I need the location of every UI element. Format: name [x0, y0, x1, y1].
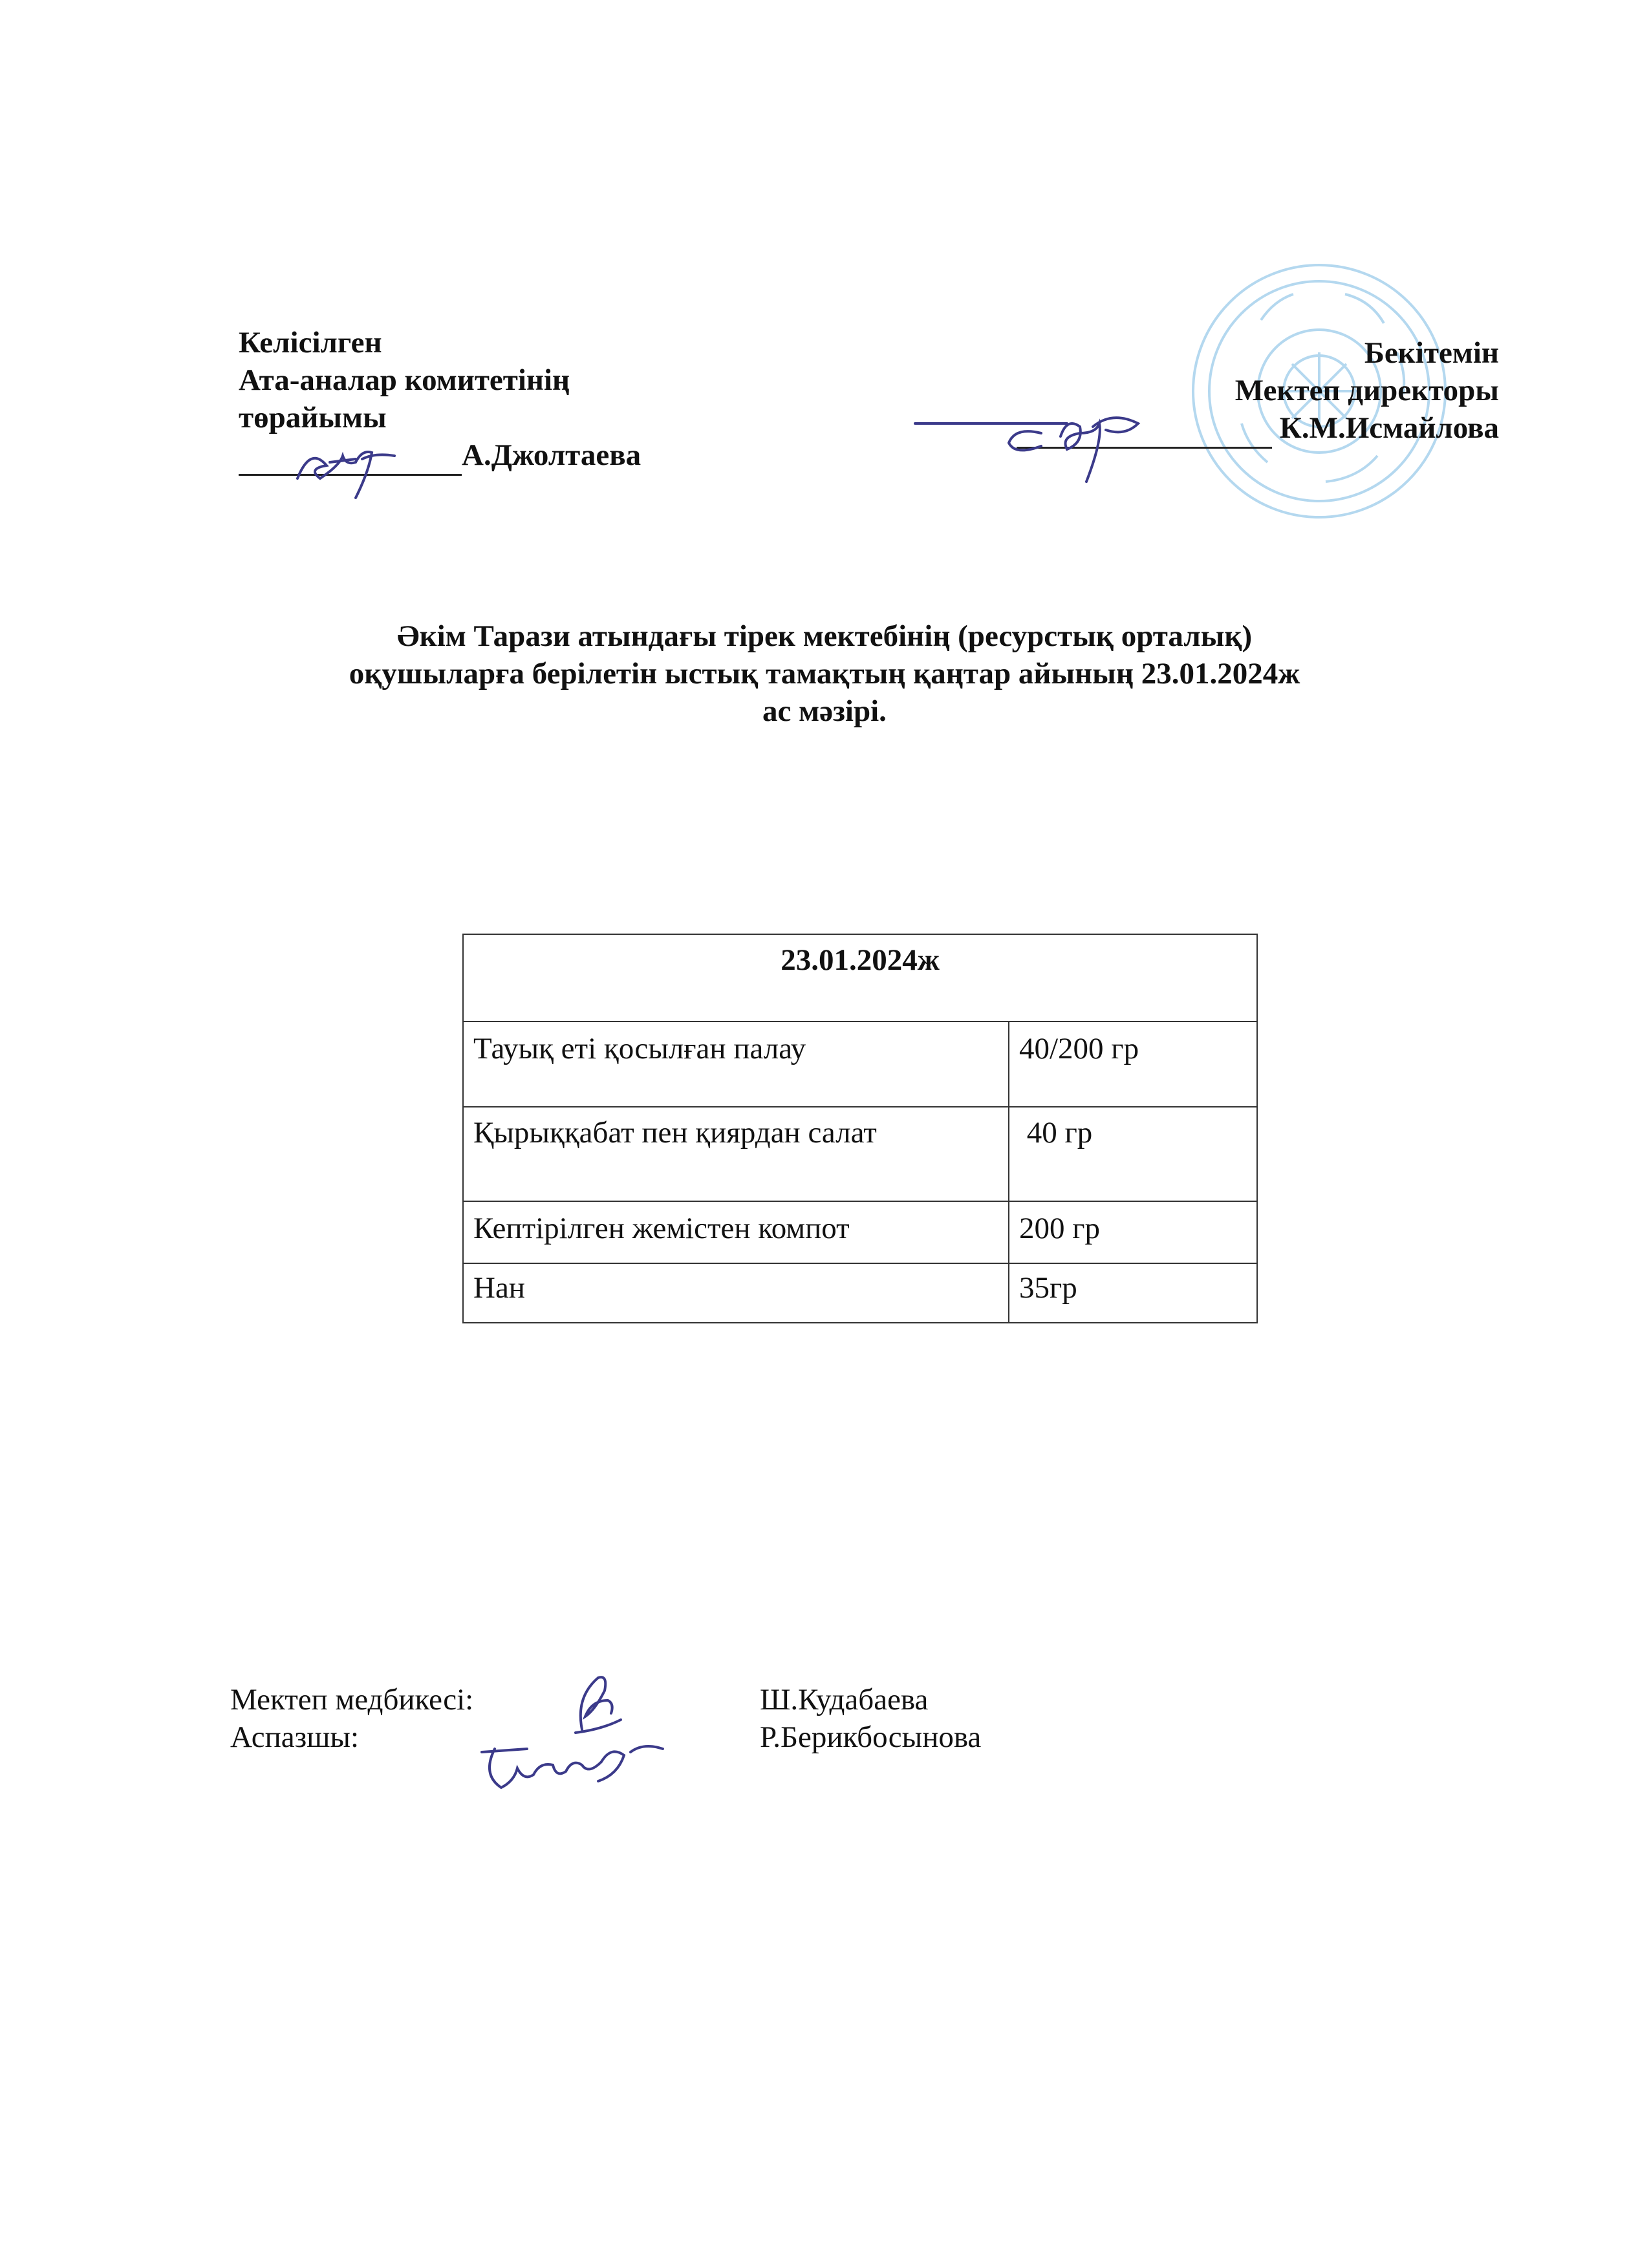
parents-committee-label: Ата-аналар комитетінің: [239, 363, 570, 397]
menu-item-name: Нан: [463, 1263, 1009, 1323]
table-row: [463, 1107, 1257, 1201]
chairperson-label: төрайымы: [239, 401, 387, 434]
cook-label: Аспазшы:: [230, 1720, 360, 1754]
table-row: [463, 1022, 1257, 1107]
nurse-label: Мектеп медбикесі:: [230, 1683, 474, 1717]
menu-item-name: Тауық еті қосылған палау: [463, 1022, 1009, 1107]
chairperson-signature: [285, 433, 407, 511]
menu-item-amount: 40 гр: [1009, 1107, 1257, 1201]
title-line-1: Әкім Тарази атындағы тірек мектебінің (ресурстық орталық): [396, 619, 1253, 653]
approved-label: Бекітемін: [1364, 336, 1499, 370]
director-label: Мектеп директоры: [1234, 374, 1499, 407]
title-line-3: ас мәзірі.: [762, 694, 887, 728]
director-signature: [912, 398, 1196, 495]
cook-signature: [475, 1739, 682, 1797]
menu-date-header: 23.01.2024ж: [463, 934, 1257, 1022]
agreed-label: Келісілген: [239, 326, 382, 359]
table-header-row: [463, 934, 1257, 1022]
chairperson-name: А.Джолтаева: [462, 438, 641, 472]
nurse-name: Ш.Кудабаева: [760, 1683, 929, 1717]
title-line-2: оқушыларға берілетін ыстық тамақтың қаңтар айының 23.01.2024ж: [349, 657, 1300, 690]
director-name: К.М.Исмайлова: [1279, 411, 1499, 445]
table-row: [463, 1263, 1257, 1323]
footer-names: [760, 1681, 981, 1756]
menu-item-name: Қырыққабат пен қиярдан салат: [463, 1107, 1009, 1201]
nurse-signature: [556, 1671, 640, 1739]
cook-name: Р.Берикбосынова: [760, 1720, 982, 1754]
footer-labels: [230, 1681, 473, 1756]
menu-item-amount: 200 гр: [1009, 1201, 1257, 1263]
menu-table: [462, 934, 1258, 1323]
document-title: [194, 617, 1455, 730]
menu-item-amount: 40/200 гр: [1009, 1022, 1257, 1107]
menu-item-amount: 35гр: [1009, 1263, 1257, 1323]
table-row: [463, 1201, 1257, 1263]
menu-item-name: Кептірілген жемістен компот: [463, 1201, 1009, 1263]
